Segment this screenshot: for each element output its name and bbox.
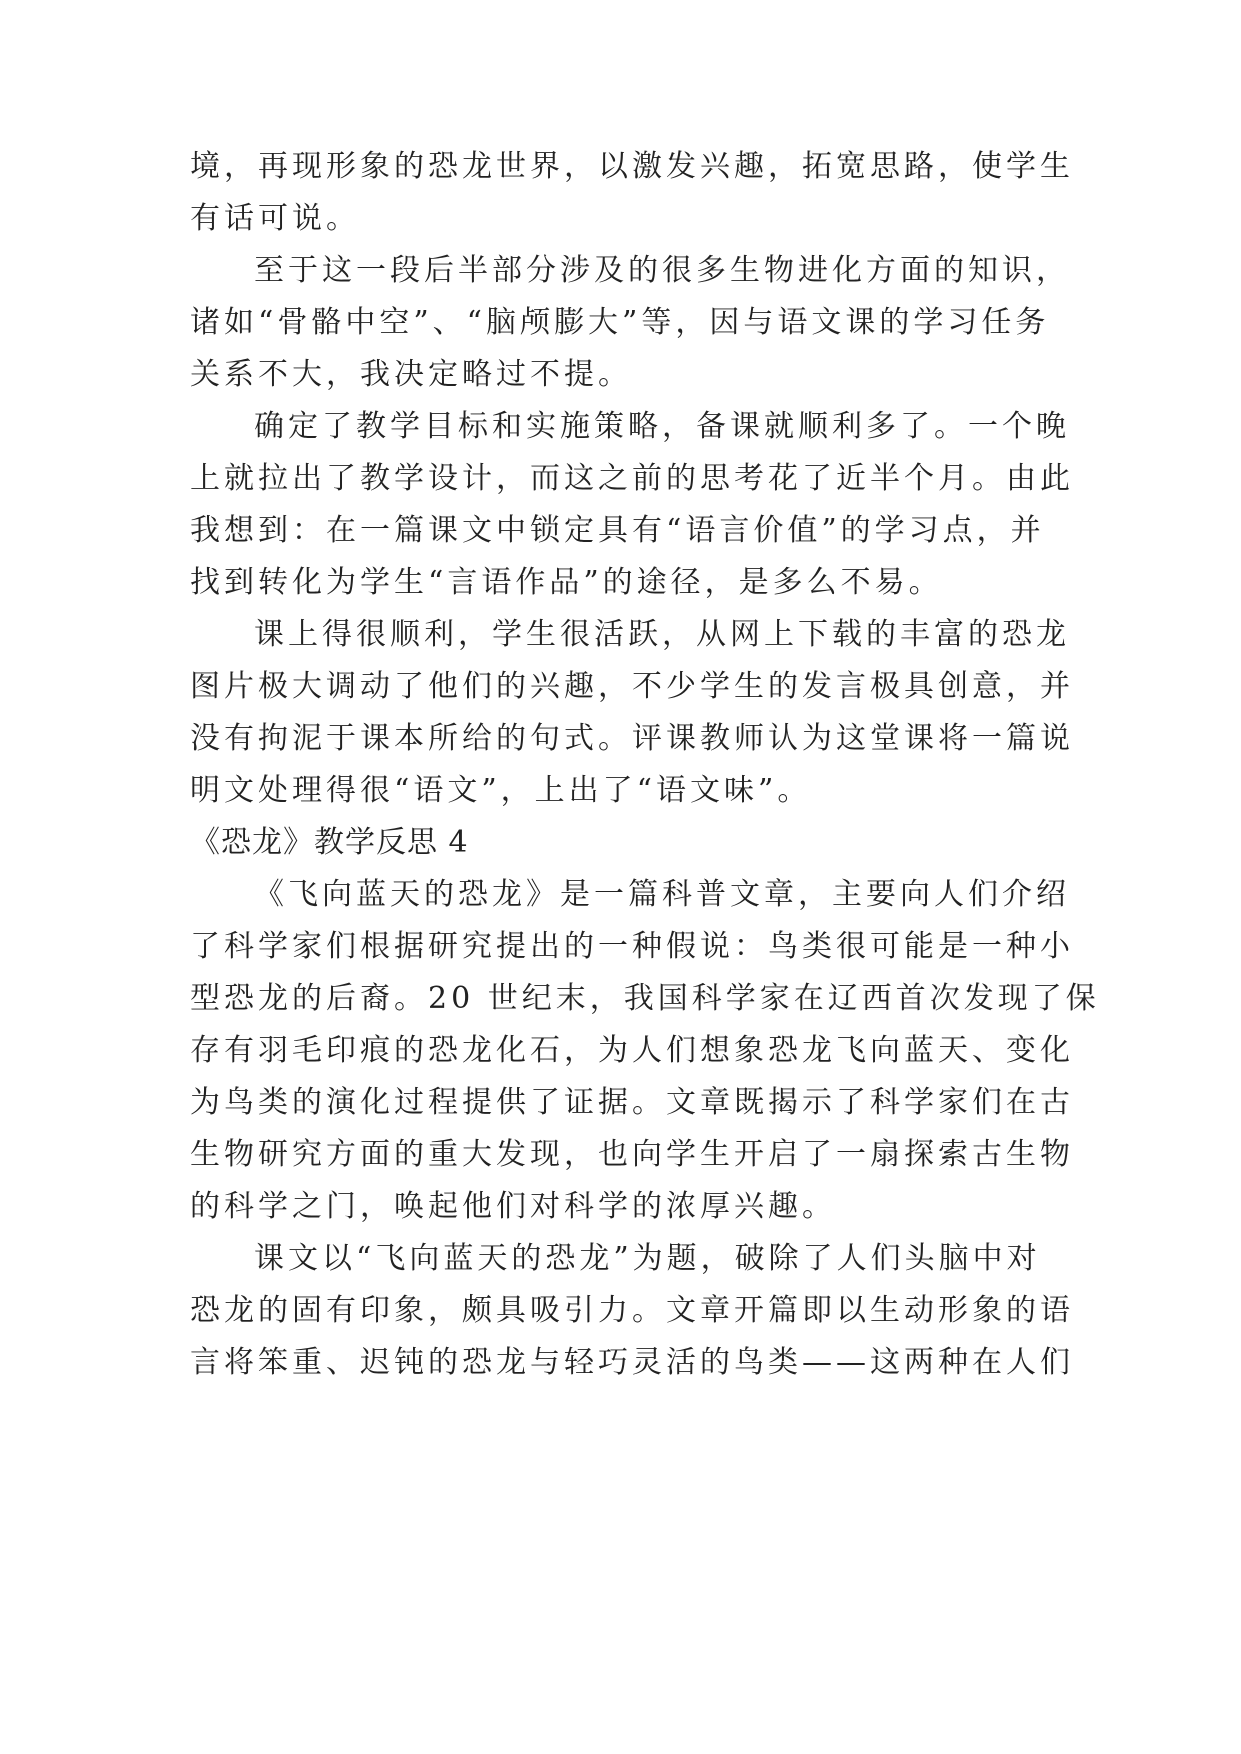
text-line: 恐龙的固有印象，颇具吸引力。文章开篇即以生动形象的语 — [190, 1293, 1074, 1328]
text-line: 言将笨重、迟钝的恐龙与轻巧灵活的鸟类——这两种在人们 — [190, 1345, 1074, 1380]
text-line: 的科学之门，唤起他们对科学的浓厚兴趣。 — [190, 1189, 836, 1224]
text-line: 明文处理得很“语文”，上出了“语文味”。 — [190, 773, 812, 808]
text-line: 有话可说。 — [190, 201, 360, 236]
text-line: 关系不大，我决定略过不提。 — [190, 357, 632, 392]
text-line: 上就拉出了教学设计，而这之前的思考花了近半个月。由此 — [190, 461, 1074, 496]
text-line: 为鸟类的演化过程提供了证据。文章既揭示了科学家们在古 — [190, 1085, 1074, 1120]
paragraph-first-line: 《飞向蓝天的恐龙》是一篇科普文章，主要向人们介绍 — [254, 877, 1070, 912]
text-line: 图片极大调动了他们的兴趣，不少学生的发言极具创意，并 — [190, 669, 1074, 704]
paragraph-first-line: 确定了教学目标和实施策略，备课就顺利多了。一个晚 — [254, 409, 1070, 444]
paragraph-first-line: 课文以“飞向蓝天的恐龙”为题，破除了人们头脑中对 — [254, 1241, 1041, 1276]
paragraph-first-line: 至于这一段后半部分涉及的很多生物进化方面的知识， — [254, 253, 1070, 288]
text-line: 找到转化为学生“言语作品”的途径，是多么不易。 — [190, 565, 943, 600]
text-line: 境，再现形象的恐龙世界，以激发兴趣，拓宽思路，使学生 — [190, 149, 1074, 184]
text-line: 我想到：在一篇课文中锁定具有“语言价值”的学习点，并 — [190, 513, 1045, 548]
text-line: 型恐龙的后裔。20 世纪末，我国科学家在辽西首次发现了保 — [190, 981, 1100, 1016]
section-heading: 《恐龙》教学反思 4 — [190, 825, 469, 860]
text-line: 没有拘泥于课本所给的句式。评课教师认为这堂课将一篇说 — [190, 721, 1074, 756]
text-line: 了科学家们根据研究提出的一种假说：鸟类很可能是一种小 — [190, 929, 1074, 964]
text-line: 生物研究方面的重大发现，也向学生开启了一扇探索古生物 — [190, 1137, 1074, 1172]
text-line: 诸如“骨骼中空”、“脑颅膨大”等，因与语文课的学习任务 — [190, 305, 1050, 340]
paragraph-first-line: 课上得很顺利，学生很活跃，从网上下载的丰富的恐龙 — [254, 617, 1070, 652]
text-line: 存有羽毛印痕的恐龙化石，为人们想象恐龙飞向蓝天、变化 — [190, 1033, 1074, 1068]
